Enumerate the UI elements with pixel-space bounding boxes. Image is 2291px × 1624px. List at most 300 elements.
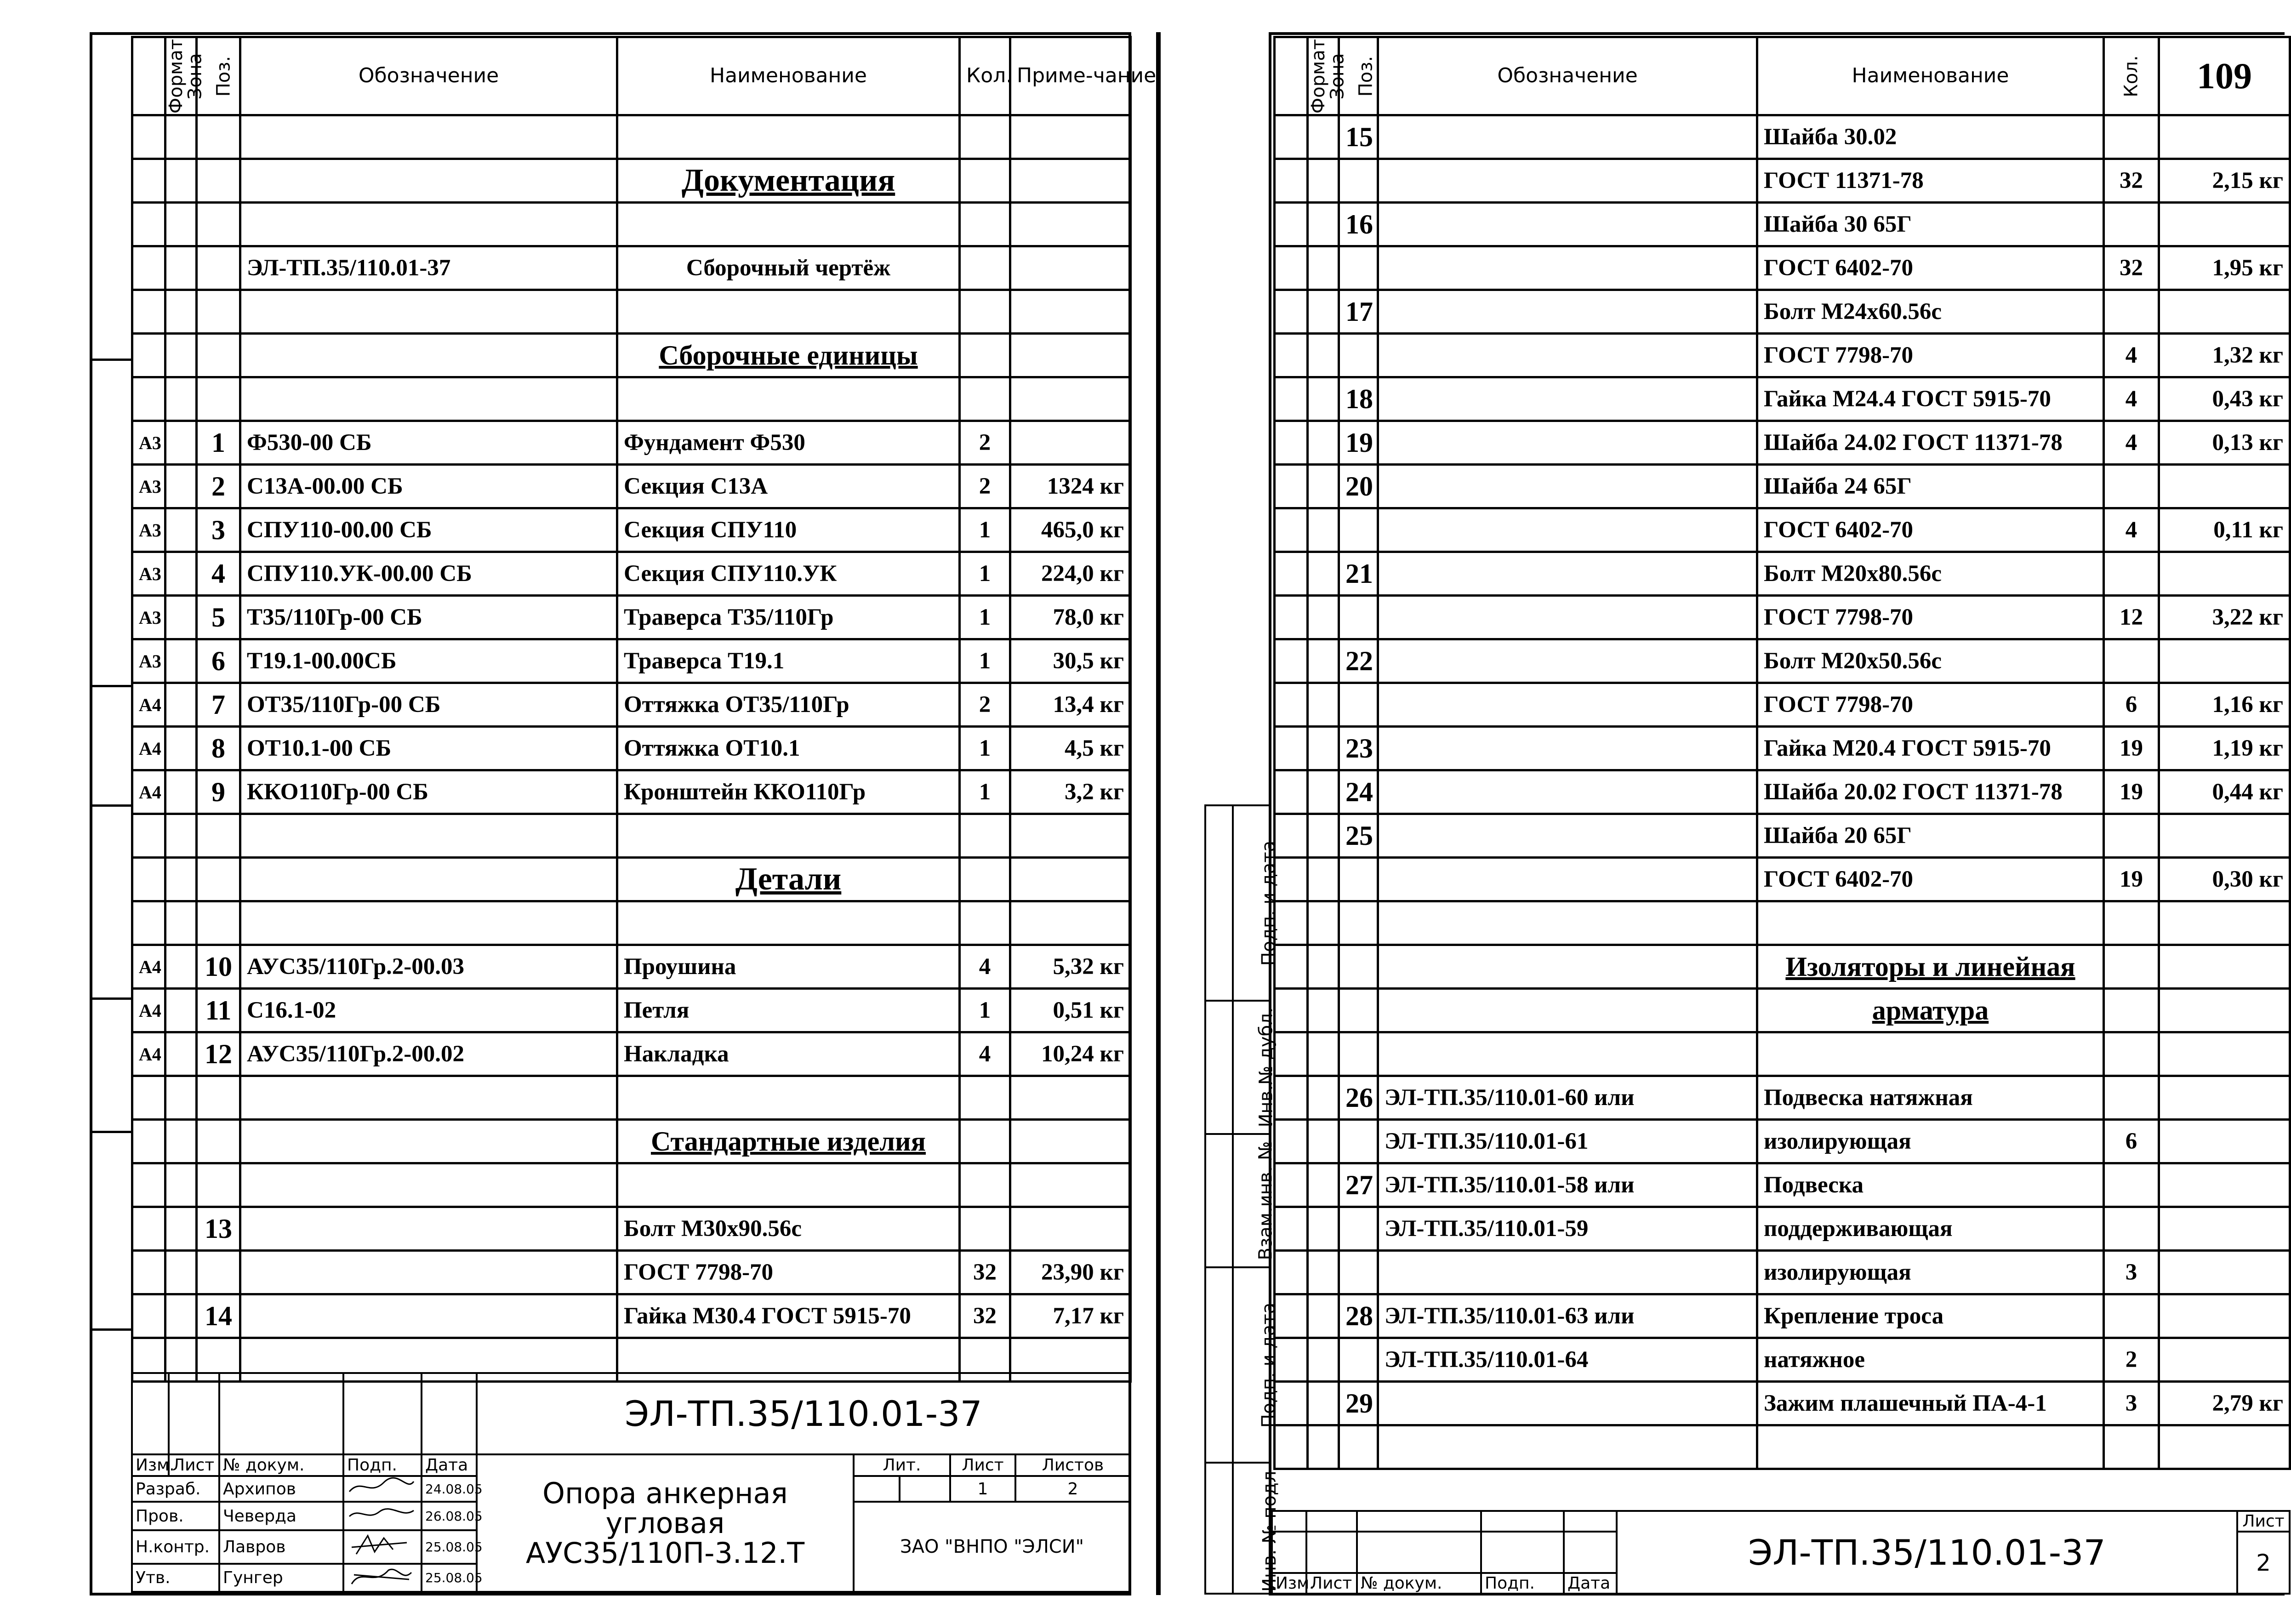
- cell-designation: [240, 203, 617, 246]
- cell-zone: [165, 421, 197, 465]
- stamp-org: ЗАО "ВНПО "ЭЛСИ": [854, 1502, 1130, 1592]
- cell-qty: 1: [960, 989, 1010, 1032]
- cell-format: [1275, 508, 1308, 552]
- stamp-role-2: Пров.: [132, 1502, 219, 1531]
- cell-pos: 26: [1339, 1076, 1378, 1120]
- table-row: [132, 203, 1131, 246]
- cell-qty: [960, 1120, 1010, 1163]
- cell-pos: [1339, 1120, 1378, 1163]
- table-row: [132, 508, 1131, 552]
- cell-designation: [240, 290, 617, 334]
- cell-zone: [165, 1120, 197, 1163]
- cell-qty: [960, 334, 1010, 377]
- table-row: [132, 639, 1131, 683]
- cell-pos: [1339, 1251, 1378, 1294]
- cell-designation: [1378, 945, 1757, 989]
- stamp-role-4: Утв.: [132, 1564, 219, 1592]
- cell-qty: [960, 115, 1010, 159]
- stamp-h-doc: № докум.: [219, 1454, 343, 1476]
- cell-name: Болт М20х80.56с: [1757, 552, 2104, 596]
- cell-pos: 8: [197, 727, 240, 770]
- table-row: [132, 858, 1131, 901]
- cell-zone: [165, 377, 197, 421]
- cell-designation: [1378, 1032, 1757, 1076]
- cell-qty: [960, 159, 1010, 203]
- table-row: [1275, 727, 2290, 770]
- table-row: [1275, 945, 2290, 989]
- cell-name: [617, 901, 960, 945]
- cell-zone: [1308, 377, 1339, 421]
- cell-zone: [1308, 727, 1339, 770]
- cell-note: 3,2 кг: [1010, 770, 1131, 814]
- cell-name: Шайба 20 65Г: [1757, 814, 2104, 858]
- cell-note: 7,17 кг: [1010, 1294, 1131, 1338]
- cell-qty: 2: [2104, 1338, 2159, 1382]
- cell-format: [132, 334, 165, 377]
- cell-name: Болт М20х50.56с: [1757, 639, 2104, 683]
- cell-qty: [2104, 1076, 2159, 1120]
- cell-pos: [1339, 858, 1378, 901]
- left-frame-bottom: [90, 1593, 1131, 1596]
- cell-format: [132, 814, 165, 858]
- cell-zone: [165, 945, 197, 989]
- stamp-list-h: Лист: [950, 1454, 1015, 1476]
- cell-name: [1757, 1032, 2104, 1076]
- cell-format: [132, 1207, 165, 1251]
- cell-qty: 1: [960, 770, 1010, 814]
- cell-format: А4: [132, 945, 165, 989]
- cell-qty: 4: [2104, 421, 2159, 465]
- cell-note: [1010, 203, 1131, 246]
- cell-note: 0,44 кг: [2159, 770, 2290, 814]
- cell-qty: [2104, 989, 2159, 1032]
- cell-pos: [1339, 989, 1378, 1032]
- cell-format: [132, 159, 165, 203]
- cell-format: [1275, 246, 1308, 290]
- table-row: [1275, 552, 2290, 596]
- cell-note: 23,90 кг: [1010, 1251, 1131, 1294]
- cell-zone: [1308, 1382, 1339, 1425]
- cell-zone: [1308, 552, 1339, 596]
- cell-qty: 3: [2104, 1251, 2159, 1294]
- cell-qty: 32: [960, 1294, 1010, 1338]
- cell-name: Подвеска: [1757, 1163, 2104, 1207]
- table-row: [1275, 1338, 2290, 1382]
- cell-designation: [1378, 1251, 1757, 1294]
- cell-qty: [2104, 290, 2159, 334]
- table-row: [1275, 1076, 2290, 1120]
- cell-designation: [1378, 552, 1757, 596]
- cell-name: Гайка М20.4 ГОСТ 5915-70: [1757, 727, 2104, 770]
- cell-name: Кронштейн ККО110Гр: [617, 770, 960, 814]
- cell-pos: 1: [197, 421, 240, 465]
- cell-qty: [960, 203, 1010, 246]
- cell-note: [2159, 901, 2290, 945]
- cell-pos: [1339, 334, 1378, 377]
- signature-2: [343, 1502, 422, 1531]
- cell-zone: [1308, 334, 1339, 377]
- stamp-h-date: Дата: [422, 1454, 477, 1476]
- r-header-zone: Зона: [1308, 37, 1339, 115]
- stamp-date-2: 26.08.05: [422, 1502, 477, 1531]
- cell-pos: [1339, 508, 1378, 552]
- cell-format: А3: [132, 552, 165, 596]
- left-margin-mark-4: [90, 997, 131, 1000]
- r-stamp-h-doc: № докум.: [1357, 1573, 1481, 1594]
- cell-designation: [240, 1076, 617, 1120]
- cell-note: 1324 кг: [1010, 465, 1131, 508]
- table-row: [1275, 1163, 2290, 1207]
- cell-qty: [960, 246, 1010, 290]
- cell-note: [2159, 1251, 2290, 1294]
- cell-pos: [1339, 159, 1378, 203]
- cell-zone: [165, 1032, 197, 1076]
- right-title-block: [1271, 1510, 2291, 1595]
- table-row: [1275, 115, 2290, 159]
- cell-format: А4: [132, 770, 165, 814]
- table-row: [1275, 334, 2290, 377]
- cell-qty: 1: [960, 596, 1010, 639]
- table-row: [1275, 814, 2290, 858]
- cell-designation: [240, 858, 617, 901]
- cell-qty: [960, 1163, 1010, 1207]
- cell-qty: 1: [960, 508, 1010, 552]
- cell-note: 1,95 кг: [2159, 246, 2290, 290]
- cell-qty: [2104, 901, 2159, 945]
- table-row: [1275, 1251, 2290, 1294]
- cell-format: [1275, 115, 1308, 159]
- stamp-code: ЭЛ-ТП.35/110.01-37: [477, 1373, 1130, 1454]
- cell-pos: 27: [1339, 1163, 1378, 1207]
- cell-designation: ЭЛ-ТП.35/110.01-37: [240, 246, 617, 290]
- cell-designation: [240, 901, 617, 945]
- table-row: [1275, 989, 2290, 1032]
- cell-note: [1010, 159, 1131, 203]
- cell-name: Болт М24х60.56с: [1757, 290, 2104, 334]
- r-stamp-h-sign: Подп.: [1481, 1573, 1564, 1594]
- cell-pos: [197, 1076, 240, 1120]
- side-vzam-inv: Взам.инв. №: [1205, 1134, 1233, 1267]
- cell-qty: [2104, 1163, 2159, 1207]
- table-row: [132, 552, 1131, 596]
- cell-designation: АУС35/110Гр.2-00.03: [240, 945, 617, 989]
- table-row: [1275, 1382, 2290, 1425]
- stamp-h-sign: Подп.: [343, 1454, 422, 1476]
- cell-pos: 16: [1339, 203, 1378, 246]
- cell-note: 78,0 кг: [1010, 596, 1131, 639]
- r-stamp-h-izm: Изм.: [1272, 1573, 1306, 1594]
- cell-qty: 12: [2104, 596, 2159, 639]
- cell-note: [2159, 203, 2290, 246]
- cell-format: [1275, 1120, 1308, 1163]
- cell-pos: [197, 814, 240, 858]
- cell-note: 30,5 кг: [1010, 639, 1131, 683]
- cell-designation: [1378, 115, 1757, 159]
- cell-format: [132, 290, 165, 334]
- cell-format: [1275, 770, 1308, 814]
- cell-pos: 9: [197, 770, 240, 814]
- table-row: [132, 465, 1131, 508]
- cell-name: [617, 203, 960, 246]
- cell-zone: [1308, 596, 1339, 639]
- cell-note: [2159, 290, 2290, 334]
- cell-zone: [165, 1207, 197, 1251]
- cell-name: Подвеска натяжная: [1757, 1076, 2104, 1120]
- cell-designation: ЭЛ-ТП.35/110.01-58 или: [1378, 1163, 1757, 1207]
- cell-zone: [165, 639, 197, 683]
- cell-note: [2159, 1076, 2290, 1120]
- cell-format: А4: [132, 989, 165, 1032]
- cell-format: [1275, 814, 1308, 858]
- cell-zone: [165, 159, 197, 203]
- cell-pos: [1339, 1207, 1378, 1251]
- table-row: [132, 1120, 1131, 1163]
- cell-zone: [165, 1163, 197, 1207]
- table-row: [1275, 901, 2290, 945]
- cell-designation: [240, 159, 617, 203]
- cell-qty: 32: [960, 1251, 1010, 1294]
- cell-designation: [1378, 377, 1757, 421]
- cell-name: ГОСТ 11371-78: [1757, 159, 2104, 203]
- cell-name: ГОСТ 6402-70: [1757, 508, 2104, 552]
- cell-designation: СПУ110.УК-00.00 СБ: [240, 552, 617, 596]
- cell-pos: 29: [1339, 1382, 1378, 1425]
- cell-pos: [197, 901, 240, 945]
- table-row: [132, 1251, 1131, 1294]
- side-sign-date-1: Подп. и дата: [1205, 805, 1233, 1001]
- cell-name: Шайба 24.02 ГОСТ 11371-78: [1757, 421, 2104, 465]
- cell-format: А4: [132, 683, 165, 727]
- cell-format: А4: [132, 1032, 165, 1076]
- left-margin-mark-6: [90, 1328, 131, 1331]
- cell-name: Шайба 30 65Г: [1757, 203, 2104, 246]
- cell-zone: [1308, 683, 1339, 727]
- cell-designation: ЭЛ-ТП.35/110.01-64: [1378, 1338, 1757, 1382]
- cell-zone: [1308, 1120, 1339, 1163]
- cell-designation: [240, 1120, 617, 1163]
- cell-pos: 6: [197, 639, 240, 683]
- cell-format: [1275, 1425, 1308, 1469]
- cell-format: [1275, 727, 1308, 770]
- table-row: [1275, 770, 2290, 814]
- cell-pos: [1339, 1338, 1378, 1382]
- cell-format: [1275, 639, 1308, 683]
- cell-designation: [1378, 508, 1757, 552]
- cell-name: [617, 115, 960, 159]
- cell-qty: [960, 1076, 1010, 1120]
- cell-designation: ЭЛ-ТП.35/110.01-60 или: [1378, 1076, 1757, 1120]
- side-sign-date-2: Подп. и дата: [1205, 1267, 1233, 1463]
- stamp-date-1: 24.08.05: [422, 1476, 477, 1501]
- cell-designation: [240, 1251, 617, 1294]
- stamp-role-3: Н.контр.: [132, 1530, 219, 1564]
- cell-qty: [2104, 1425, 2159, 1469]
- cell-pos: 4: [197, 552, 240, 596]
- cell-note: [2159, 1207, 2290, 1251]
- cell-note: 0,43 кг: [2159, 377, 2290, 421]
- cell-format: [132, 1294, 165, 1338]
- cell-note: [1010, 290, 1131, 334]
- cell-zone: [165, 1076, 197, 1120]
- cell-zone: [165, 552, 197, 596]
- cell-designation: [1378, 901, 1757, 945]
- cell-designation: [240, 334, 617, 377]
- cell-name: [617, 1163, 960, 1207]
- cell-format: А3: [132, 639, 165, 683]
- stamp-listov-h: Листов: [1015, 1454, 1130, 1476]
- cell-format: [1275, 1032, 1308, 1076]
- table-row: [1275, 377, 2290, 421]
- cell-zone: [1308, 1076, 1339, 1120]
- r-header-pos: Поз.: [1339, 37, 1378, 115]
- cell-note: [1010, 377, 1131, 421]
- cell-zone: [165, 1251, 197, 1294]
- cell-designation: [1378, 1382, 1757, 1425]
- cell-designation: [1378, 683, 1757, 727]
- cell-designation: [1378, 989, 1757, 1032]
- table-row: [132, 115, 1131, 159]
- table-row: [132, 377, 1131, 421]
- cell-name: Петля: [617, 989, 960, 1032]
- cell-note: [1010, 115, 1131, 159]
- header-pos: Поз.: [197, 37, 240, 115]
- cell-name: изолирующая: [1757, 1120, 2104, 1163]
- cell-note: [1010, 1076, 1131, 1120]
- cell-zone: [1308, 465, 1339, 508]
- cell-name: [1757, 901, 2104, 945]
- cell-name: [617, 290, 960, 334]
- table-row: [132, 290, 1131, 334]
- cell-pos: 25: [1339, 814, 1378, 858]
- cell-note: [2159, 814, 2290, 858]
- table-row: [1275, 246, 2290, 290]
- cell-designation: [240, 814, 617, 858]
- stamp-list-v: 1: [950, 1476, 1015, 1501]
- left-margin-mark-3: [90, 804, 131, 807]
- cell-format: [1275, 596, 1308, 639]
- cell-format: [132, 1163, 165, 1207]
- cell-designation: С16.1-02: [240, 989, 617, 1032]
- r-header-designation: Обозначение: [1378, 37, 1757, 115]
- cell-pos: [197, 290, 240, 334]
- cell-zone: [165, 683, 197, 727]
- cell-designation: [1378, 639, 1757, 683]
- r-header-qty: Кол.: [2104, 37, 2159, 115]
- cell-qty: 4: [2104, 334, 2159, 377]
- r-stamp-list-v: 2: [2237, 1532, 2290, 1594]
- table-row: [1275, 1207, 2290, 1251]
- cell-note: [2159, 1120, 2290, 1163]
- cell-note: 3,22 кг: [2159, 596, 2290, 639]
- cell-format: [1275, 159, 1308, 203]
- cell-name: Детали: [617, 858, 960, 901]
- cell-designation: ЭЛ-ТП.35/110.01-59: [1378, 1207, 1757, 1251]
- cell-pos: 12: [197, 1032, 240, 1076]
- cell-format: [1275, 858, 1308, 901]
- cell-zone: [1308, 1338, 1339, 1382]
- cell-format: А3: [132, 596, 165, 639]
- stamp-listov-v: 2: [1015, 1476, 1130, 1501]
- cell-qty: [960, 901, 1010, 945]
- cell-note: [2159, 1032, 2290, 1076]
- cell-format: [1275, 1338, 1308, 1382]
- cell-name: Секция СПУ110.УК: [617, 552, 960, 596]
- cell-qty: [2104, 203, 2159, 246]
- cell-name: изолирующая: [1757, 1251, 2104, 1294]
- cell-zone: [1308, 901, 1339, 945]
- cell-zone: [1308, 945, 1339, 989]
- cell-name: арматура: [1757, 989, 2104, 1032]
- cell-note: 0,30 кг: [2159, 858, 2290, 901]
- cell-pos: 18: [1339, 377, 1378, 421]
- r-header-name: Наименование: [1757, 37, 2104, 115]
- cell-pos: [1339, 683, 1378, 727]
- cell-note: [2159, 1425, 2290, 1469]
- cell-note: [2159, 115, 2290, 159]
- cell-designation: [1378, 203, 1757, 246]
- cell-format: [1275, 465, 1308, 508]
- cell-zone: [165, 770, 197, 814]
- cell-pos: 21: [1339, 552, 1378, 596]
- stamp-lit: Лит.: [854, 1454, 950, 1476]
- cell-qty: 19: [2104, 770, 2159, 814]
- stamp-name-2: Чеверда: [219, 1502, 343, 1531]
- cell-designation: [1378, 421, 1757, 465]
- cell-name: [617, 377, 960, 421]
- cell-format: А3: [132, 508, 165, 552]
- table-row: [1275, 1294, 2290, 1338]
- cell-note: [2159, 989, 2290, 1032]
- cell-zone: [165, 246, 197, 290]
- stamp-name-3: Лавров: [219, 1530, 343, 1564]
- cell-zone: [165, 1294, 197, 1338]
- cell-designation: [240, 377, 617, 421]
- cell-format: [132, 901, 165, 945]
- right-frame-top: [1269, 32, 2285, 35]
- cell-note: 5,32 кг: [1010, 945, 1131, 989]
- cell-note: 1,16 кг: [2159, 683, 2290, 727]
- cell-note: 1,19 кг: [2159, 727, 2290, 770]
- cell-name: Гайка М24.4 ГОСТ 5915-70: [1757, 377, 2104, 421]
- signature-3: [343, 1530, 422, 1564]
- cell-name: ГОСТ 6402-70: [1757, 858, 2104, 901]
- header-note: Приме-чание: [1010, 37, 1131, 115]
- cell-qty: 4: [960, 945, 1010, 989]
- stamp-h-izm: Изм.: [132, 1454, 169, 1476]
- cell-zone: [1308, 290, 1339, 334]
- cell-format: [1275, 421, 1308, 465]
- cell-note: [2159, 639, 2290, 683]
- cell-zone: [165, 814, 197, 858]
- cell-qty: [2104, 814, 2159, 858]
- table-row: [1275, 1120, 2290, 1163]
- cell-format: [1275, 1382, 1308, 1425]
- cell-qty: 6: [2104, 1120, 2159, 1163]
- cell-zone: [1308, 115, 1339, 159]
- cell-note: [2159, 552, 2290, 596]
- cell-designation: [1378, 858, 1757, 901]
- cell-note: 4,5 кг: [1010, 727, 1131, 770]
- table-row: [1275, 1032, 2290, 1076]
- cell-qty: [2104, 1207, 2159, 1251]
- cell-format: [1275, 290, 1308, 334]
- cell-qty: [960, 1207, 1010, 1251]
- cell-name: Документация: [617, 159, 960, 203]
- cell-pos: 24: [1339, 770, 1378, 814]
- left-margin-mark-2: [90, 685, 131, 687]
- cell-note: [1010, 1163, 1131, 1207]
- cell-designation: [1378, 1425, 1757, 1469]
